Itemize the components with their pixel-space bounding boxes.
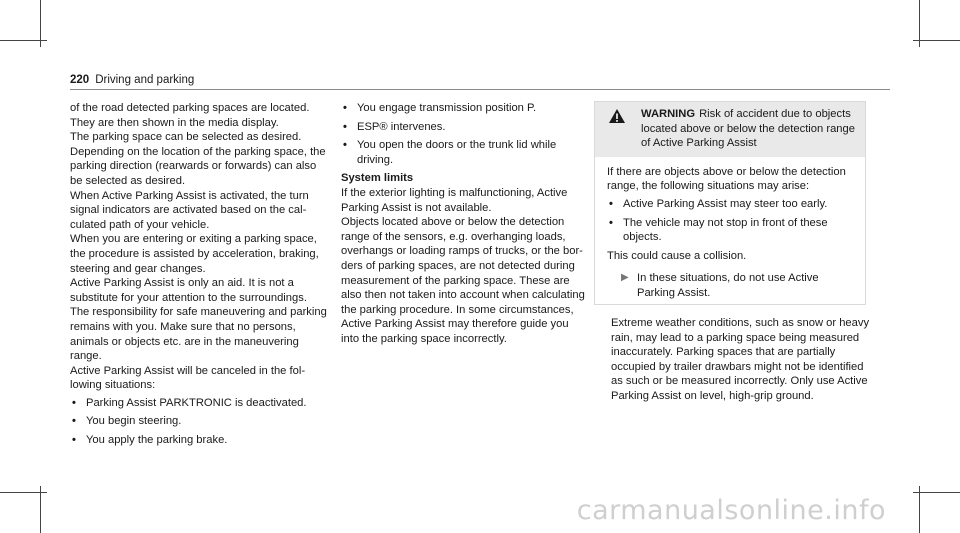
paragraph: The parking space can be selected as desired. Depending on the location of the parking space, the parking direction (rearwards or forwards) can also be selected as desired. — [70, 131, 326, 187]
paragraph: of the road detected parking spaces are located. They are then shown in the media display. — [70, 102, 310, 129]
paragraph: Active Parking Assist will be canceled in the following situations: — [70, 364, 306, 392]
action-instruction: ▶ In these situations, do not use Active Parking Assist. — [621, 272, 819, 299]
page-number: 220 — [70, 74, 90, 86]
paragraph: If there are objects above or below the detection range, the following situations may arise: — [607, 165, 846, 193]
paragraph: Extreme weather conditions, such as snow or heavy rain, may lead to a parking space being measured inaccurately. Parking spaces that are partially occupied by trailer drawbars might not be identified as such or be measured incorrectly. Only use Active Parking Assist on level, high-grip ground. — [611, 317, 870, 402]
list-item: • Active Parking Assist may steer too early. — [609, 197, 828, 210]
warning-label: WARNING — [641, 108, 696, 120]
paragraph: If the exterior lighting is malfunctioning, Active Parking Assist is not available. — [341, 186, 568, 214]
crop-mark — [0, 40, 47, 41]
bullet-list — [70, 396, 328, 448]
watermark-text: carmanualsonline.info — [576, 495, 886, 527]
crop-mark — [919, 486, 920, 533]
bullet-dot-icon: • — [343, 102, 347, 114]
list-item: • Parking Assist PARKTRONIC is deactivated. — [72, 396, 307, 409]
crop-mark — [40, 486, 41, 533]
paragraph: When you are entering or exiting a parking space, the procedure is assisted by acceleration, braking, steering and gear changes. — [70, 233, 319, 275]
text-column-2 — [341, 101, 587, 347]
bullet-dot-icon: • — [72, 415, 76, 428]
bullet-dot-icon: • — [609, 216, 613, 229]
list-item: • You engage transmission position P. — [343, 102, 537, 114]
list-item: • You open the doors or the trunk lid while driving. — [343, 139, 557, 166]
list-item: • The vehicle may not stop in front of these objects. — [609, 216, 828, 244]
list-item: • You apply the parking brake. — [72, 434, 228, 447]
list-item: • ESP® intervenes. — [343, 120, 446, 133]
header-divider — [70, 89, 890, 90]
warning-triangle-icon — [608, 108, 626, 129]
warning-box — [594, 101, 866, 305]
bullet-dot-icon: • — [609, 197, 613, 210]
paragraph: Objects located above or below the detection range of the sensors, e.g. overhanging loads, overhangs or loading ramps of trucks, or the borders of parking spaces, are not detected during measurement of the parking space. These are also then not taken into account when calculating the parking procedure. In some circumstances, Active Parking Assist may therefore guide you into the parking space incorrectly. — [341, 216, 585, 345]
paragraph: This could cause a collision. — [607, 249, 747, 262]
bullet-list — [607, 197, 855, 245]
bullet-list — [341, 101, 587, 167]
paragraph: Active Parking Assist is only an aid. It is not a substitute for your attention to the surroundings. The responsibility for safe maneuvering and parking remains with you. Make sure that no persons, animals or objects etc. are in the maneuvering range. — [70, 277, 327, 363]
bullet-dot-icon: • — [72, 396, 76, 409]
action-arrow-icon: ▶ — [621, 272, 629, 284]
bullet-dot-icon: • — [343, 120, 347, 133]
text-column-3 — [611, 316, 871, 404]
warning-title: Risk of accident due to objects located above or below the detection range of Active Parking Assist — [641, 108, 855, 150]
list-item: • You begin steering. — [72, 415, 182, 428]
crop-mark — [913, 40, 960, 41]
paragraph: When Active Parking Assist is activated, the turn signal indicators are activated based on the calculated path of your vehicle. — [70, 189, 309, 231]
warning-header — [595, 102, 865, 157]
warning-body — [595, 157, 865, 301]
bullet-dot-icon: • — [72, 434, 76, 447]
section-title: Driving and parking — [95, 74, 195, 86]
text-column-1 — [70, 101, 328, 452]
crop-mark — [0, 492, 47, 493]
section-subheading: System limits — [341, 172, 414, 185]
crop-mark — [913, 492, 960, 493]
bullet-dot-icon: • — [343, 139, 347, 152]
page-header — [70, 73, 194, 88]
